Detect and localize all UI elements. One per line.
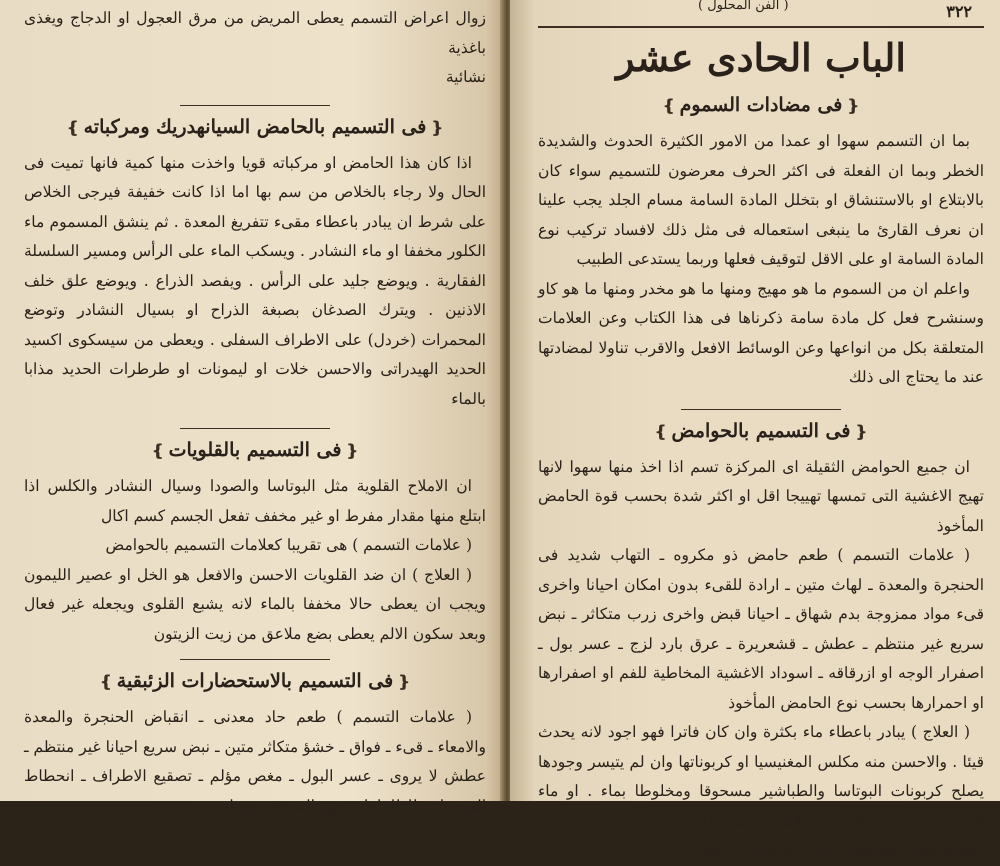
paragraph: ان جميع الحوامض الثقيلة اى المركزة تسم اذا اخذ منها سهوا لانها تهيج الاغشية التى تمسها تهييجا اقل او اكثر شدة بحسب قوة الحامض المأخوذ (538, 457, 984, 535)
ornament-icon: ❴ (854, 421, 868, 441)
section-divider (681, 409, 841, 410)
paragraph: ( علامات التسمم ) طعم حاد معدنى ـ انقباض الحنجرة والمعدة والامعاء ـ قىء ـ فواق ـ خشؤ متكاثر متين ـ نبض سريع احيانا غير منتظم ـ عطش لا يروى ـ عسر البول ـ مغص مؤلم ـ تصقيع الاطراف ـ انحطاط القوى انحطاطا تاما ـ تغيير السحنة ـ هذيان (24, 708, 486, 815)
header-rule (538, 26, 984, 28)
section-title: ❴فى التسميم بالقلويات❵ (24, 435, 486, 466)
ornament-icon: ❴ (345, 441, 359, 460)
ornament-icon: ❴ (846, 96, 860, 115)
section-title: ❴فى التسميم بالحامض السيانهدريك ومركباته❵ (24, 112, 486, 143)
ornament-icon: ❴ (430, 117, 444, 137)
paragraph: ان الاملاح القلوية مثل البوتاسا والصودا وسيال النشادر والكلس اذا ابتلع منها مقدار مفرط او غير مخفف تفعل الجسم كسم اكال (24, 477, 486, 525)
ornament-icon: ❵ (654, 421, 668, 441)
paragraph: ( العلاج ) ان ضد القلويات الاحسن والافعل هو الخل او عصير الليمون ويجب ان يعطى حالا مخففا بالماء لانه يشبع القلوى ويجعله غير فعال وبعد سكون الالم يعطى بضع ملاعق من زيت الزيتون (24, 565, 486, 643)
paragraph: اذا كان هذا الحامض او مركباته قويا واخذت منها كمية فانها تميت فى الحال ولا رجاء بالخلاص من سم بها اما اذا كانت خفيفة فيرجى الخلاص على شرط ان يبادر باعطاء مقىء تتفريغ المعدة . ثم ينشق المسموم ماء الكلور مخففا او ماء النشادر . ويسكب الماء على الرأس ومسير السلسلة الفقارية . ويوضع جليد على الرأس . ويفصد الذراع . ويوضع علق خلف الاذنين . ويترك الصدغان بصبغة الذراح او بسيال النشادر وتوضع المحمرات (خردل) على الاطراف السفلى . ويعطى من سيسكوى اكسيد الحديد الهيدراتى والاحسن خلات او ليمونات او طرطرات الحديد مذابا بالماء (24, 153, 486, 408)
ornament-icon: ❴ (397, 672, 411, 691)
paragraph: ( علامات التسمم ) طعم حامض ذو مكروه ـ التهاب شديد فى الحنجرة والمعدة ـ لهاث متين ـ ارادة للقىء بدون امكان احيانا واخرى قىء مواد ممزوجة بدم شهاق ـ احيانا قبض واخرى زرب متكاثر ـ نبض سريع غير منتظم ـ عطش ـ قشعريرة ـ عرق بارد لزج ـ عسر بول ـ اصفرار الوجه او ازرقاقه ـ اسوداد الاغشية المخاطية للفم او اصفرارها او احمرارها بحسب نوع الحامض المأخوذ (538, 546, 984, 712)
continuation-line: زوال اعراض التسمم يعطى المريض من مرق العجول او الدجاج ويغذى باغذية (24, 9, 486, 57)
section-title: ❴فى مضادات السموم❵ (538, 90, 984, 121)
ornament-icon: ❵ (662, 96, 676, 115)
ornament-icon: ❵ (99, 672, 113, 691)
running-header (538, 0, 984, 26)
paragraph: بما ان التسمم سهوا او عمدا من الامور الكثيرة الحدوث والشديدة الخطر وبما ان الفعلة فى اكثر الحرف معرضون للتسميم سواء كان بالابتلاع او بالاستنشاق او بتخلل المادة السامة مسام الجلد يجب علينا ان نعرف القارئ ما ينبغى استعماله فى مثل ذلك لافساد تركيب نوع المادة السامة او على الاقل لتوقيف فعلها وربما يستدعى الطبيب (538, 132, 984, 268)
section-title: ❴فى التسميم بالحوامض❵ (538, 416, 984, 447)
ornament-icon: ❵ (66, 117, 80, 137)
paragraph: ( علامات التسمم ) هى تقريبا كعلامات التسميم بالحوامض (105, 536, 472, 554)
section-divider (180, 659, 330, 660)
paragraph: واعلم ان من السموم ما هو مهيج ومنها ما هو مخدر ومنها ما هو كاو وسنشرح فعل كل مادة سامة ذكرناها فى هذا الكتاب وعن العلامات المتعلقة بكل من انواعها وعن الوسائط الافعل والاقرب تناولا لمضادتها عند ما يحتاج الى ذلك (538, 279, 984, 386)
paragraph: ( العلاج ) يبادر باعطاء ماء بكثرة وان كان فاترا فهو اجود لانه يحدث قيئا . والاحسن منه مكلس المغنيسيا او كربوناتها وان لم يتيسر وجودها يصلح كربونات البوتاسا والطباشير مسحوقا ومخلوطا بماء . او ماء الصابون او بياض البيض او قشره مسحوقا اذا لم يوجد ما ذكرناه . والغاية اشباع الحامض باسرع ما يمكن . وبعد (538, 723, 984, 859)
section-title: ❴فى التسميم بالاستحضارات الزئبقية❵ (24, 666, 486, 697)
section-divider (180, 105, 330, 106)
ornament-icon: ❵ (151, 441, 165, 460)
chapter-title: الباب الحادى عشر (616, 35, 906, 80)
section-divider (180, 428, 330, 429)
running-title: ( الفن المحلول ) (698, 0, 789, 13)
page-number: ٣٢٢ (946, 2, 972, 21)
left-page (0, 0, 506, 815)
continuation-line: نشائية (445, 68, 486, 86)
right-page (510, 0, 1000, 859)
